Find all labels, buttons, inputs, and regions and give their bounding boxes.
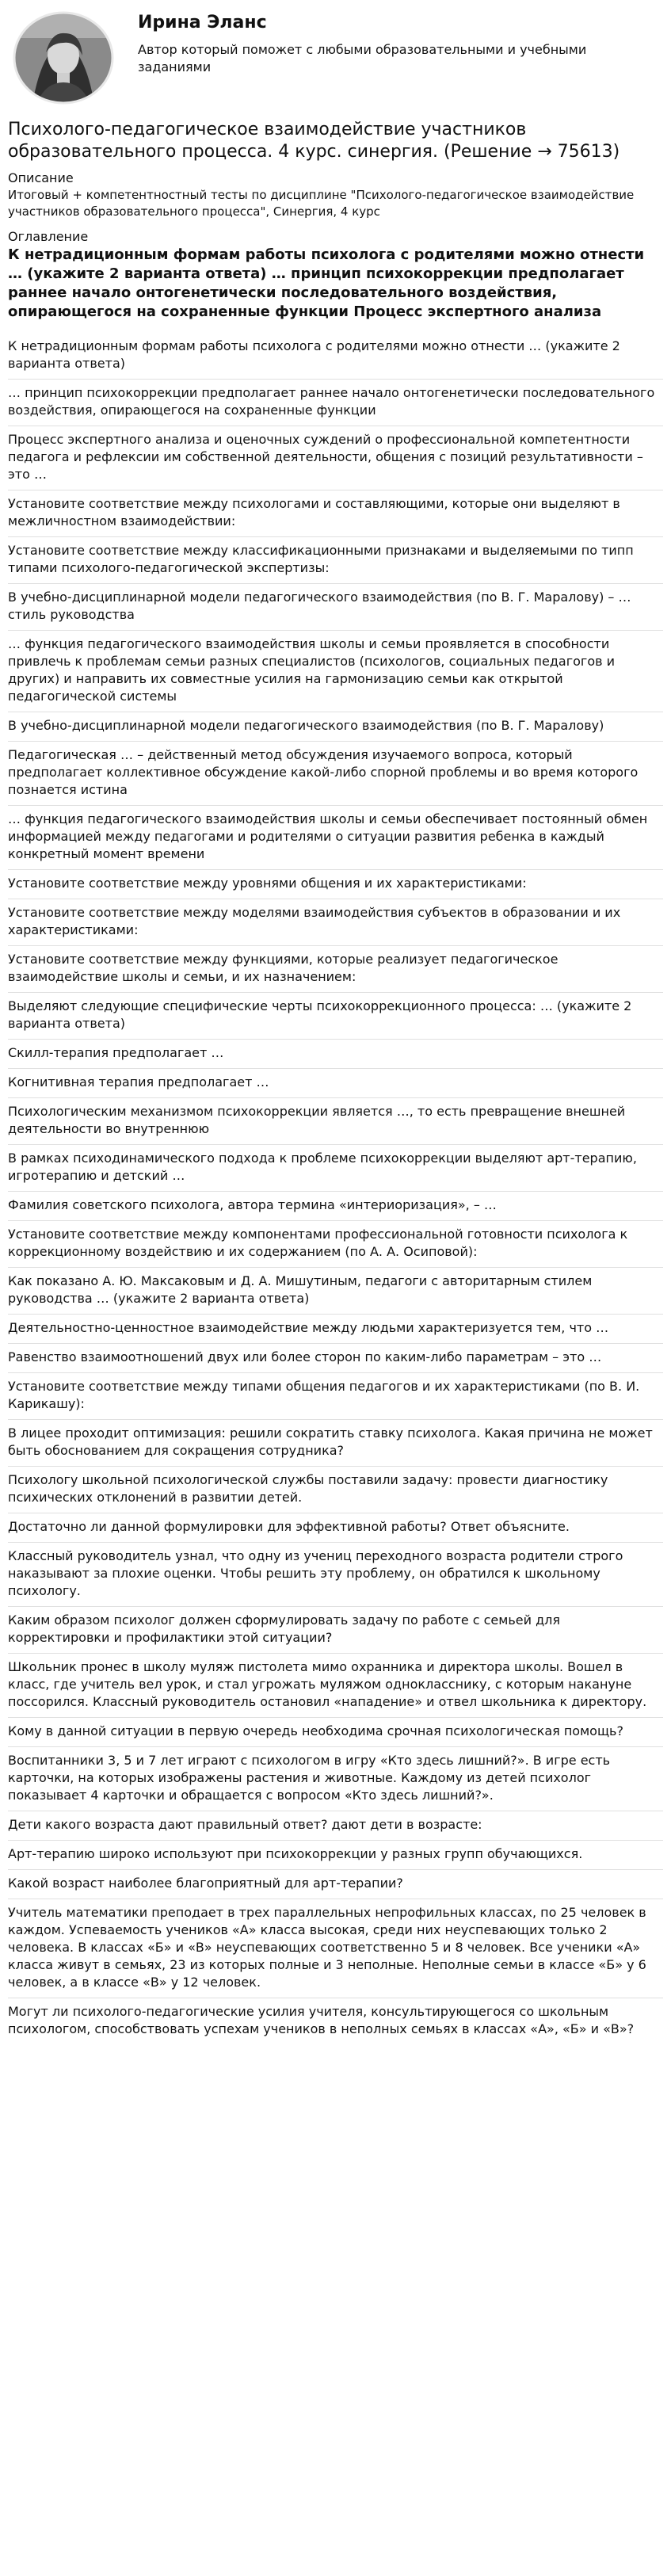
list-item <box>8 1372 663 1419</box>
question-text: Установите соответствие между психологами и составляющими, которые они выделяют в межличностном взаимодействии: <box>8 496 620 529</box>
list-item <box>8 1717 663 1746</box>
question-text: Установите соответствие между моделями взаимодействия субъектов в образовании и их характеристиками: <box>8 905 621 937</box>
list-item <box>8 1068 663 1097</box>
list-item <box>8 1998 663 2044</box>
question-text: Арт-терапию широко используют при психокоррекции у разных групп обучающихся. <box>8 1846 583 1861</box>
question-text: В лицее проходит оптимизация: решили сократить ставку психолога. Какая причина не может быть обоснованием для сокращения сотрудника? <box>8 1425 653 1458</box>
question-text: Психологу школьной психологической службы поставили задачу: провести диагностику психических отклонений в развитии детей. <box>8 1472 608 1505</box>
list-item <box>8 1220 663 1267</box>
question-text: Установите соответствие между функциями, которые реализует педагогическое взаимодействие школы и семьи, и их назначением: <box>8 952 559 984</box>
list-item <box>8 992 663 1039</box>
question-text: Процесс экспертного анализа и оценочных суждений о профессиональной компетентности педагога и рефлексии им собственной деятельности, общения с позиций результативности – это … <box>8 432 643 482</box>
list-item <box>8 1899 663 1998</box>
list-item <box>8 1343 663 1372</box>
question-text: В учебно-дисциплинарной модели педагогического взаимодействия (по В. Г. Маралову) – … стиль руководства <box>8 590 631 622</box>
question-text: Педагогическая … – действенный метод обсуждения изучаемого вопроса, который предполагает коллективное обсуждение какой-либо спорной проблемы и во время которого познается истина <box>8 747 639 797</box>
list-item <box>8 1606 663 1653</box>
description-label: Описание <box>8 170 74 185</box>
list-item <box>8 1419 663 1466</box>
list-item <box>8 1653 663 1717</box>
list-item <box>8 1513 663 1542</box>
question-text: Выделяют следующие специфические черты психокоррекционного процесса: … (укажите 2 варианта ответа) <box>8 998 632 1031</box>
list-item <box>8 1542 663 1606</box>
list-item <box>8 869 663 899</box>
description-text: Итоговый + компетентностный тесты по дисциплине "Психолого-педагогическое взаимодействие участников образовательного процесса", Синергия, 4 курс <box>8 188 635 219</box>
question-text: Достаточно ли данной формулировки для эффективной работы? Ответ объясните. <box>8 1519 570 1534</box>
question-text: Деятельностно-ценностное взаимодействие между людьми характеризуется тем, что … <box>8 1320 609 1335</box>
list-item <box>8 805 663 869</box>
list-item <box>8 1840 663 1869</box>
toc-label: Оглавление <box>8 229 89 244</box>
list-item <box>8 426 663 490</box>
question-text: К нетрадиционным формам работы психолога с родителями можно отнести … (укажите 2 варианта ответа) <box>8 338 620 371</box>
question-text: Кому в данной ситуации в первую очередь необходима срочная психологическая помощь? <box>8 1723 623 1738</box>
question-text: Равенство взаимоотношений двух или более сторон по каким-либо параметрам – это … <box>8 1349 602 1364</box>
question-text: Скилл-терапия предполагает … <box>8 1045 224 1060</box>
list-item <box>8 1746 663 1811</box>
question-text: Установите соответствие между классификационными признаками и выделяемыми по типп типами психолого-педагогической экспертизы: <box>8 543 634 575</box>
author-avatar[interactable] <box>8 6 119 109</box>
question-text: Воспитанники 3, 5 и 7 лет играют с психологом в игру «Кто здесь лишний?». В игре есть карточки, на которых изображены растения и животные. Каждому из детей психолог показывает 4 карточки и обращается с вопросом «Кто здесь лишний?». <box>8 1753 611 1803</box>
list-item <box>8 899 663 945</box>
question-text: Каким образом психолог должен сформулировать задачу по работе с семьей для корректировки и профилактики этой ситуации? <box>8 1612 561 1645</box>
list-item <box>8 1811 663 1840</box>
question-text: Установите соответствие между компонентами профессиональной готовности психолога к коррекционному воздействию и их содержанием (по А. А. Осиповой): <box>8 1227 628 1259</box>
list-item <box>8 1314 663 1343</box>
question-text: Дети какого возраста дают правильный ответ? дают дети в возрасте: <box>8 1817 482 1832</box>
list-item <box>8 741 663 805</box>
list-item <box>8 1097 663 1144</box>
list-item <box>8 1191 663 1220</box>
page-title: Психолого-педагогическое взаимодействие участников образовательного процесса. 4 курс. синергия. (Решение → 75613) <box>8 120 620 162</box>
list-item <box>8 379 663 426</box>
question-text: … принцип психокоррекции предполагает раннее начало онтогенетически последовательного воздействия, опирающегося на сохраненные функции <box>8 385 655 418</box>
question-list <box>8 333 663 2044</box>
question-text: Когнитивная терапия предполагает … <box>8 1074 269 1090</box>
list-item <box>8 583 663 630</box>
question-text: Установите соответствие между типами общения педагогов и их характеристиками (по В. И. Карикашу): <box>8 1379 640 1411</box>
question-text: Психологическим механизмом психокоррекции является …, то есть превращение внешней деятельности во внутреннюю <box>8 1104 626 1136</box>
list-item <box>8 1869 663 1899</box>
list-item <box>8 490 663 536</box>
question-text: Могут ли психолого-педагогические усилия учителя, консультирующегося со школьным психологом, способствовать успехам учеников в неполных семьях в классах «А», «Б» и «В»? <box>8 2004 635 2036</box>
list-item <box>8 630 663 712</box>
question-text: … функция педагогического взаимодействия школы и семьи обеспечивает постоянный обмен информацией между педагогами и родителями о ситуации развития ребенка в каждый конкретный момент времени <box>8 811 648 861</box>
list-item <box>8 1144 663 1191</box>
question-text: Фамилия советского психолога, автора термина «интериоризация», – … <box>8 1197 497 1212</box>
list-item <box>8 1466 663 1513</box>
list-item <box>8 333 663 379</box>
list-item <box>8 1039 663 1068</box>
question-text: Классный руководитель узнал, что одну из учениц переходного возраста родители строго наказывают за плохие оценки. Чтобы решить эту проблему, он обратился к школьному психологу. <box>8 1548 623 1598</box>
author-block <box>8 6 663 109</box>
list-item <box>8 1267 663 1314</box>
question-text: В учебно-дисциплинарной модели педагогического взаимодействия (по В. Г. Маралову) <box>8 718 604 733</box>
question-text: Учитель математики преподает в трех параллельных непрофильных классах, по 25 человек в каждом. Успеваемость учеников «А» класса высокая, среди них неуспевающих только 2 человека. В классах «Б» и «В» неуспевающих соответственно 5 и 8 человек. Все ученики «А» класса живут в семьях, 23 из которых полные и 3 неполные. Неполные семьи в классе «Б» у 6 человек, а в классе «В» у 12 человек. <box>8 1905 646 1990</box>
question-text: Школьник пронес в школу муляж пистолета мимо охранника и директора школы. Вошел в класс, где учитель вел урок, и стал угрожать муляжом однокласснику, с которым накануне поссорился. Классный руководитель остановил «нападение» и отвел школьника к директору. <box>8 1659 647 1709</box>
question-text: В рамках психодинамического подхода к проблеме психокоррекции выделяют арт-терапию, игротерапию и детский … <box>8 1151 637 1183</box>
author-info <box>138 6 613 76</box>
author-description: Автор который поможет с любыми образовательными и учебными заданиями <box>138 42 587 74</box>
question-text: Установите соответствие между уровнями общения и их характеристиками: <box>8 876 527 891</box>
question-text: Как показано А. Ю. Максаковым и Д. А. Мишутиным, педагоги с авторитарным стилем руководства … (укажите 2 варианта ответа) <box>8 1273 593 1306</box>
list-item <box>8 712 663 741</box>
author-name[interactable]: Ирина Эланс <box>138 13 267 32</box>
toc-summary: К нетрадиционным формам работы психолога с родителями можно отнести … (укажите 2 варианта ответа) … принцип психокоррекции предполагает раннее начало онтогенетически последовательного воздействия, опирающегося на сохраненные функции Процесс экспертного анализа <box>8 246 645 320</box>
question-text: … функция педагогического взаимодействия школы и семьи проявляется в способности привлечь к проблемам семьи разных специалистов (психологов, социальных педагогов и других) и направить их совместные усилия на гармонизацию семьи как открытой педагогической системы <box>8 636 616 704</box>
list-item <box>8 536 663 583</box>
question-text: Какой возраст наиболее благоприятный для арт-терапии? <box>8 1876 403 1891</box>
list-item <box>8 945 663 992</box>
